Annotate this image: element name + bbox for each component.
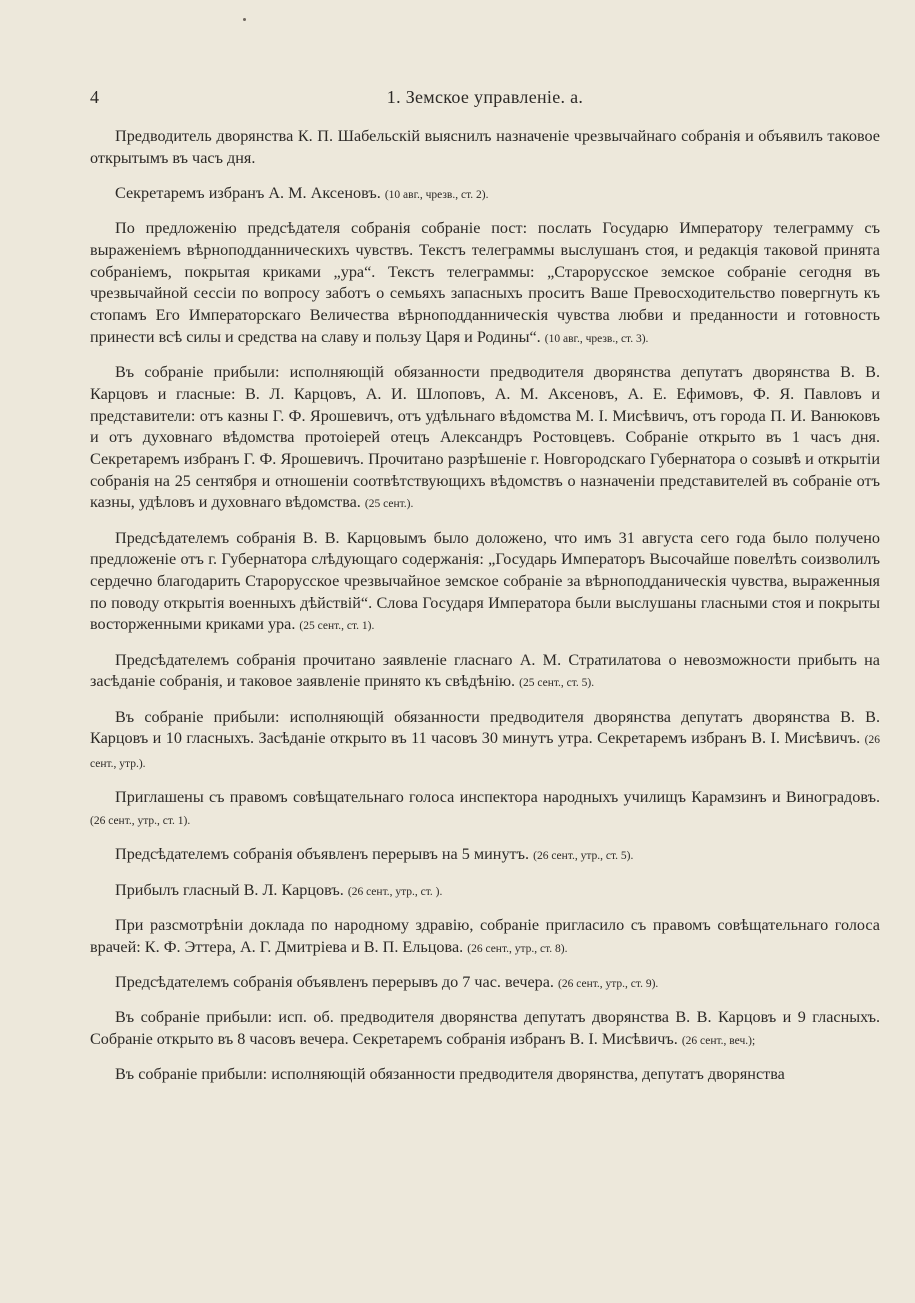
reference-note: (25 сент.). [364, 498, 414, 511]
reference-note: (10 авг., чрезв., ст. 2). [384, 189, 489, 201]
paragraph-text: Секретаремъ избранъ А. М. Аксеновъ. [115, 184, 381, 202]
page-header [90, 87, 880, 115]
paragraph-text: Въ собраніе прибыли: исполняющій обязанности предводителя дворянства депутатъ дворянства В. В. Карцовъ и гласные: В. Л. Карцовъ, А. И. Шлоповъ, А. М. Аксеновъ, А. Е. Ефимовъ, Ф. Я. Павловъ и представители: отъ казны Г. Ф. Ярошевичъ, отъ удѣльнаго вѣдомства М. І. Мисѣвичъ, отъ города П. И. Ванюковъ и отъ духовнаго вѣдомства протоіерей отецъ Александръ Ростовцевъ. Собраніе открыто въ 1 часъ дня. Секретаремъ избранъ Г. Ф. Ярошевичъ. Прочитано разрѣшеніе г. Новгородскаго Губернатора о созывѣ и открытіи собранія на 25 сентября и отношеніи соотвѣтствующихъ вѣдомствъ о назначеніи представителей въ собраніе отъ казны, удѣловъ и духовнаго вѣдомства. [90, 363, 880, 512]
paragraph-text: Приглашены съ правомъ совѣщательнаго голоса инспектора народныхъ училищъ Карамзинъ и Виноградовъ. [115, 788, 880, 807]
running-title: 1. Земское управленіе. а. [386, 87, 584, 107]
reference-note: (26 сент., утр., ст. 1). [90, 815, 191, 828]
paragraph-text: При разсмотрѣніи доклада по народному здравію, собраніе пригласило съ правомъ совѣщательнаго голоса врачей: К. Ф. Эттера, А. Г. Дмитріева и В. П. Ельцова. [90, 916, 880, 956]
paragraph [90, 650, 880, 695]
page-number: 4 [90, 87, 99, 107]
reference-note: (26 сент., утр., ст. ). [347, 885, 443, 898]
paragraph [90, 1064, 880, 1088]
paragraph [90, 707, 880, 776]
paragraph-text: Въ собраніе прибыли: исполняющій обязанности предводителя дворянства, депутатъ дворянства [115, 1065, 785, 1084]
paragraph-text: Предсѣдателемъ собранія прочитано заявленіе гласнаго А. М. Стратилатова о невозможности прибыть на засѣданіе собранія, и таковое заявленіе принято къ свѣдѣнію. [90, 650, 880, 691]
paragraph-text: Прибылъ гласный В. Л. Карцовъ. [115, 880, 344, 899]
paragraph [90, 362, 880, 516]
paragraph-text: Предсѣдателемъ собранія объявленъ перерывъ на 5 минутъ. [115, 845, 530, 864]
paragraph [90, 126, 880, 171]
reference-note: (26 сент., утр.). [90, 734, 881, 771]
reference-note: (26 сент., утр., ст. 9). [558, 978, 659, 991]
reference-note: (25 сент., ст. 5). [519, 677, 595, 690]
paragraph-text: Предводитель дворянства К. П. Шабельскій выяснилъ назначеніе чрезвычайнаго собранія и объявилъ таковое открытымъ въ часъ дня. [90, 127, 880, 167]
paragraph [90, 915, 880, 960]
paragraph-text: Предсѣдателемъ собранія объявленъ перерывъ до 7 час. вечера. [115, 973, 554, 992]
paragraph-text: Въ собраніе прибыли: исп. об. предводителя дворянства депутатъ дворянства В. В. Карцовъ и 9 гласныхъ. Собраніе открыто въ 8 часовъ вечера. Секретаремъ собранія избранъ В. І. Мисѣвичъ. [90, 1008, 880, 1049]
paragraph [90, 528, 880, 639]
paragraph [90, 972, 880, 996]
reference-note: (26 сент., утр., ст. 5). [533, 850, 634, 863]
reference-note: (26 сент., утр., ст. 8). [467, 942, 568, 955]
page-speck [243, 18, 246, 21]
paragraph [90, 1007, 880, 1052]
paragraph [90, 844, 880, 868]
paragraph-text: По предложенію предсѣдателя собранія собраніе пост: послать Государю Императору телеграмму съ выраженіемъ вѣрноподданническихъ чувствъ. Текстъ телеграммы выслушанъ стоя, и редакція таковой принята собраніемъ, покрытая криками „ура“. Текстъ телеграммы: „Старорусское земское собраніе сегодня въ чрезвычайной сессіи по вопросу заботъ о семьяхъ запасныхъ проситъ Ваше Превосходительство повергнуть къ стопамъ Его Императорскаго Величества вѣрноподданническія чувства любви и преданности и готовность принести всѣ силы и средства на славу и пользу Царя и Родины“. [90, 219, 880, 346]
reference-note: (26 сент., веч.); [681, 1035, 756, 1048]
paragraph [90, 218, 880, 350]
paragraph-text: Въ собраніе прибыли: исполняющій обязанности предводителя дворянства депутатъ дворянства В. В. Карцовъ и 10 гласныхъ. Засѣданіе открыто въ 11 часовъ 30 минутъ утра. Секретаремъ избранъ В. І. Мисѣвичъ. [90, 707, 880, 748]
reference-note: (25 сент., ст. 1). [299, 620, 375, 633]
paragraph [90, 787, 880, 832]
paragraph-text: Предсѣдателемъ собранія В. В. Карцовымъ было доложено, что имъ 31 августа сего года было получено предложеніе отъ г. Губернатора слѣдующаго содержанія: „Государь Императоръ Высочайше повелѣть соизволилъ сердечно благодарить Старорусское чрезвычайное земское собраніе за вѣрноподданическія чувства, выраженныя по поводу открытія военныхъ дѣйствій“. Слова Государя Императора были выслушаны гласными стоя и покрыты восторженными криками ура. [90, 528, 880, 634]
text-body [90, 126, 880, 1100]
paragraph [90, 183, 880, 207]
reference-note: (10 авг., чрезв., ст. 3). [544, 332, 649, 345]
paragraph [90, 880, 880, 904]
